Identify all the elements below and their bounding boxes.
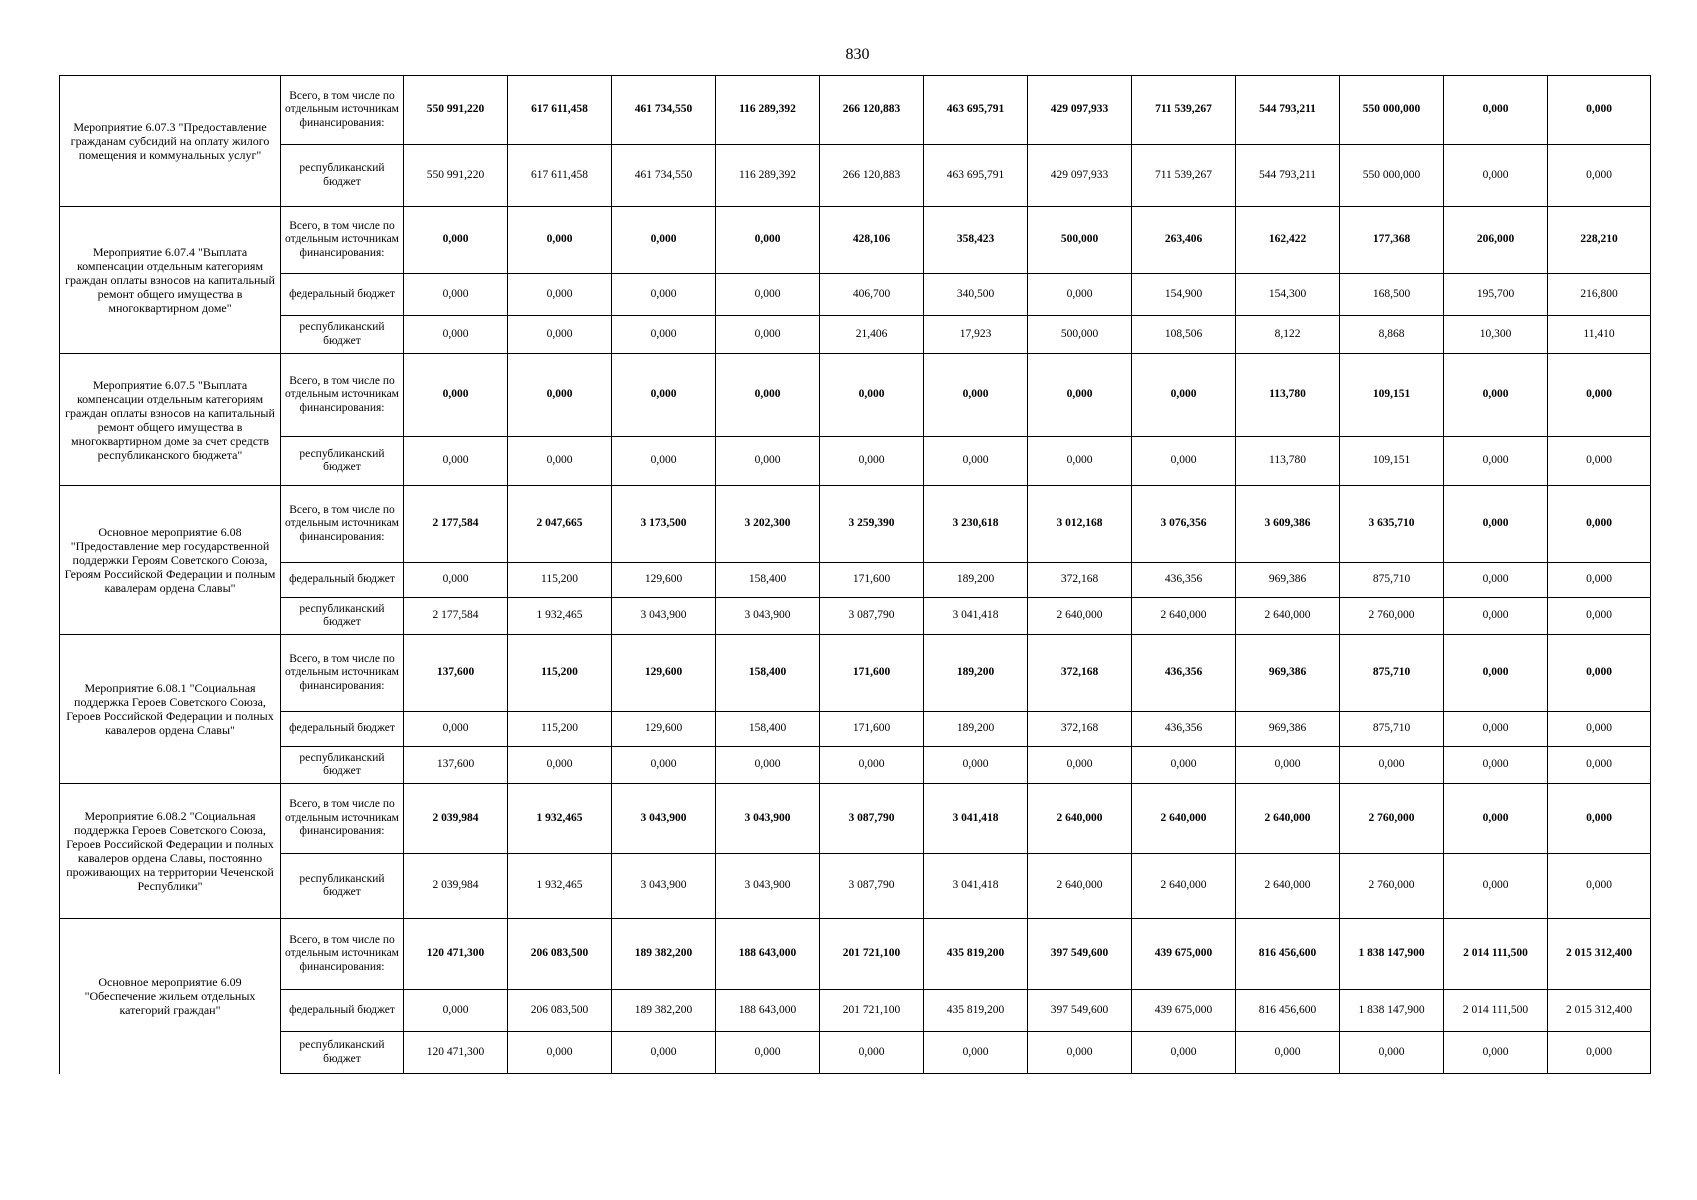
value-cell: 0,000 <box>612 274 716 316</box>
value-cell: 0,000 <box>1444 854 1548 919</box>
value-cell: 3 173,500 <box>612 486 716 563</box>
value-cell: 189 382,200 <box>612 919 716 990</box>
value-cell: 0,000 <box>1132 747 1236 784</box>
value-cell: 875,710 <box>1340 563 1444 598</box>
value-cell: 463 695,791 <box>924 145 1028 207</box>
value-cell: 116 289,392 <box>716 76 820 145</box>
value-cell: 3 635,710 <box>1340 486 1444 563</box>
value-cell: 3 043,900 <box>612 784 716 854</box>
value-cell: 21,406 <box>820 316 924 354</box>
value-cell: 1 932,465 <box>508 784 612 854</box>
value-cell: 206,000 <box>1444 207 1548 274</box>
value-cell: 0,000 <box>508 747 612 784</box>
value-cell: 115,200 <box>508 635 612 712</box>
value-cell: 189,200 <box>924 635 1028 712</box>
value-cell: 0,000 <box>508 274 612 316</box>
value-cell: 3 043,900 <box>612 854 716 919</box>
value-cell: 550 000,000 <box>1340 76 1444 145</box>
funding-source-cell: республиканский бюджет <box>281 437 404 486</box>
value-cell: 201 721,100 <box>820 919 924 990</box>
activity-name-cell: Основное мероприятие 6.09 "Обеспечение жильем отдельных категорий граждан" <box>60 919 281 1074</box>
value-cell: 0,000 <box>716 354 820 437</box>
table-row <box>60 316 1651 354</box>
value-cell: 8,868 <box>1340 316 1444 354</box>
table-row <box>60 437 1651 486</box>
value-cell: 372,168 <box>1028 712 1132 747</box>
value-cell: 116 289,392 <box>716 145 820 207</box>
value-cell: 0,000 <box>1548 747 1651 784</box>
value-cell: 177,368 <box>1340 207 1444 274</box>
value-cell: 115,200 <box>508 563 612 598</box>
funding-source-cell: Всего, в том числе по отдельным источникам финансирования: <box>281 635 404 712</box>
value-cell: 0,000 <box>1444 437 1548 486</box>
value-cell: 2 640,000 <box>1236 598 1340 635</box>
value-cell: 0,000 <box>1028 747 1132 784</box>
value-cell: 0,000 <box>1132 354 1236 437</box>
value-cell: 550 000,000 <box>1340 145 1444 207</box>
value-cell: 0,000 <box>1548 598 1651 635</box>
value-cell: 8,122 <box>1236 316 1340 354</box>
value-cell: 816 456,600 <box>1236 919 1340 990</box>
value-cell: 0,000 <box>1444 598 1548 635</box>
value-cell: 0,000 <box>508 316 612 354</box>
value-cell: 0,000 <box>1548 354 1651 437</box>
table-row <box>60 635 1651 712</box>
funding-source-cell: федеральный бюджет <box>281 990 404 1032</box>
value-cell: 0,000 <box>1444 712 1548 747</box>
value-cell: 0,000 <box>924 354 1028 437</box>
value-cell: 875,710 <box>1340 635 1444 712</box>
value-cell: 171,600 <box>820 635 924 712</box>
table-row <box>60 747 1651 784</box>
value-cell: 113,780 <box>1236 354 1340 437</box>
value-cell: 550 991,220 <box>404 145 508 207</box>
value-cell: 0,000 <box>1132 1032 1236 1074</box>
table-body <box>60 76 1651 1074</box>
value-cell: 2 015 312,400 <box>1548 990 1651 1032</box>
value-cell: 0,000 <box>1028 1032 1132 1074</box>
activity-name-cell: Основное мероприятие 6.08 "Предоставление мер государственной поддержки Героям Советского Союза, Героям Российской Федерации и полным кавалерам ордена Славы" <box>60 486 281 635</box>
value-cell: 2 640,000 <box>1236 784 1340 854</box>
value-cell: 0,000 <box>1444 747 1548 784</box>
value-cell: 0,000 <box>1548 784 1651 854</box>
value-cell: 162,422 <box>1236 207 1340 274</box>
funding-source-cell: федеральный бюджет <box>281 563 404 598</box>
value-cell: 0,000 <box>404 316 508 354</box>
value-cell: 2 640,000 <box>1028 598 1132 635</box>
value-cell: 428,106 <box>820 207 924 274</box>
value-cell: 2 014 111,500 <box>1444 919 1548 990</box>
value-cell: 3 041,418 <box>924 854 1028 919</box>
value-cell: 0,000 <box>612 747 716 784</box>
value-cell: 3 259,390 <box>820 486 924 563</box>
value-cell: 439 675,000 <box>1132 919 1236 990</box>
value-cell: 436,356 <box>1132 635 1236 712</box>
value-cell: 168,500 <box>1340 274 1444 316</box>
value-cell: 188 643,000 <box>716 990 820 1032</box>
budget-table <box>59 75 1651 1074</box>
value-cell: 3 087,790 <box>820 854 924 919</box>
value-cell: 0,000 <box>1548 437 1651 486</box>
value-cell: 0,000 <box>612 316 716 354</box>
value-cell: 0,000 <box>716 437 820 486</box>
value-cell: 0,000 <box>1028 274 1132 316</box>
table-row <box>60 854 1651 919</box>
table-row <box>60 598 1651 635</box>
funding-source-cell: Всего, в том числе по отдельным источникам финансирования: <box>281 76 404 145</box>
value-cell: 439 675,000 <box>1132 990 1236 1032</box>
value-cell: 0,000 <box>924 1032 1028 1074</box>
value-cell: 0,000 <box>1028 354 1132 437</box>
value-cell: 3 043,900 <box>612 598 716 635</box>
value-cell: 0,000 <box>1548 486 1651 563</box>
value-cell: 397 549,600 <box>1028 990 1132 1032</box>
value-cell: 436,356 <box>1132 563 1236 598</box>
value-cell: 109,151 <box>1340 354 1444 437</box>
value-cell: 0,000 <box>716 747 820 784</box>
value-cell: 550 991,220 <box>404 76 508 145</box>
table-row <box>60 919 1651 990</box>
value-cell: 2 039,984 <box>404 854 508 919</box>
value-cell: 544 793,211 <box>1236 76 1340 145</box>
funding-source-cell: республиканский бюджет <box>281 598 404 635</box>
value-cell: 0,000 <box>1548 76 1651 145</box>
value-cell: 0,000 <box>1444 635 1548 712</box>
value-cell: 0,000 <box>1444 76 1548 145</box>
value-cell: 1 838 147,900 <box>1340 990 1444 1032</box>
value-cell: 0,000 <box>1236 747 1340 784</box>
value-cell: 189,200 <box>924 712 1028 747</box>
value-cell: 0,000 <box>820 354 924 437</box>
value-cell: 158,400 <box>716 563 820 598</box>
value-cell: 969,386 <box>1236 563 1340 598</box>
value-cell: 108,506 <box>1132 316 1236 354</box>
value-cell: 2 039,984 <box>404 784 508 854</box>
value-cell: 0,000 <box>716 274 820 316</box>
value-cell: 201 721,100 <box>820 990 924 1032</box>
value-cell: 969,386 <box>1236 635 1340 712</box>
value-cell: 17,923 <box>924 316 1028 354</box>
value-cell: 154,900 <box>1132 274 1236 316</box>
value-cell: 1 838 147,900 <box>1340 919 1444 990</box>
value-cell: 0,000 <box>820 747 924 784</box>
value-cell: 0,000 <box>1340 747 1444 784</box>
value-cell: 544 793,211 <box>1236 145 1340 207</box>
table-row <box>60 990 1651 1032</box>
value-cell: 189,200 <box>924 563 1028 598</box>
page-number: 830 <box>845 46 870 63</box>
value-cell: 3 041,418 <box>924 784 1028 854</box>
value-cell: 206 083,500 <box>508 919 612 990</box>
value-cell: 875,710 <box>1340 712 1444 747</box>
value-cell: 500,000 <box>1028 207 1132 274</box>
value-cell: 0,000 <box>716 1032 820 1074</box>
table-row <box>60 354 1651 437</box>
funding-source-cell: республиканский бюджет <box>281 747 404 784</box>
funding-source-cell: республиканский бюджет <box>281 854 404 919</box>
value-cell: 189 382,200 <box>612 990 716 1032</box>
value-cell: 0,000 <box>1444 486 1548 563</box>
value-cell: 129,600 <box>612 563 716 598</box>
value-cell: 2 760,000 <box>1340 854 1444 919</box>
value-cell: 10,300 <box>1444 316 1548 354</box>
value-cell: 711 539,267 <box>1132 145 1236 207</box>
value-cell: 109,151 <box>1340 437 1444 486</box>
value-cell: 461 734,550 <box>612 76 716 145</box>
table-row <box>60 784 1651 854</box>
value-cell: 435 819,200 <box>924 919 1028 990</box>
value-cell: 3 087,790 <box>820 784 924 854</box>
activity-name-cell: Мероприятие 6.07.3 "Предоставление гражданам субсидий на оплату жилого помещения и коммунальных услуг" <box>60 76 281 207</box>
value-cell: 435 819,200 <box>924 990 1028 1032</box>
value-cell: 2 014 111,500 <box>1444 990 1548 1032</box>
value-cell: 358,423 <box>924 207 1028 274</box>
value-cell: 0,000 <box>1548 1032 1651 1074</box>
value-cell: 0,000 <box>1548 635 1651 712</box>
funding-source-cell: федеральный бюджет <box>281 712 404 747</box>
value-cell: 0,000 <box>1340 1032 1444 1074</box>
table-row <box>60 712 1651 747</box>
value-cell: 0,000 <box>716 316 820 354</box>
value-cell: 429 097,933 <box>1028 145 1132 207</box>
value-cell: 0,000 <box>404 437 508 486</box>
value-cell: 0,000 <box>1236 1032 1340 1074</box>
value-cell: 500,000 <box>1028 316 1132 354</box>
value-cell: 0,000 <box>508 437 612 486</box>
value-cell: 0,000 <box>508 1032 612 1074</box>
value-cell: 0,000 <box>404 354 508 437</box>
value-cell: 2 640,000 <box>1132 598 1236 635</box>
value-cell: 0,000 <box>1444 354 1548 437</box>
funding-source-cell: Всего, в том числе по отдельным источникам финансирования: <box>281 919 404 990</box>
value-cell: 617 611,458 <box>508 76 612 145</box>
value-cell: 0,000 <box>924 437 1028 486</box>
table-row <box>60 145 1651 207</box>
value-cell: 113,780 <box>1236 437 1340 486</box>
value-cell: 195,700 <box>1444 274 1548 316</box>
value-cell: 372,168 <box>1028 563 1132 598</box>
activity-name-cell: Мероприятие 6.07.4 "Выплата компенсации отдельным категориям граждан оплаты взносов на капитальный ремонт общего имущества в многоквартирном доме" <box>60 207 281 354</box>
value-cell: 0,000 <box>508 354 612 437</box>
value-cell: 0,000 <box>404 207 508 274</box>
value-cell: 0,000 <box>612 207 716 274</box>
value-cell: 228,210 <box>1548 207 1651 274</box>
funding-source-cell: республиканский бюджет <box>281 316 404 354</box>
funding-source-cell: федеральный бюджет <box>281 274 404 316</box>
value-cell: 120 471,300 <box>404 919 508 990</box>
value-cell: 1 932,465 <box>508 598 612 635</box>
funding-source-cell: Всего, в том числе по отдельным источникам финансирования: <box>281 354 404 437</box>
value-cell: 158,400 <box>716 635 820 712</box>
value-cell: 188 643,000 <box>716 919 820 990</box>
value-cell: 2 640,000 <box>1028 854 1132 919</box>
value-cell: 115,200 <box>508 712 612 747</box>
value-cell: 461 734,550 <box>612 145 716 207</box>
value-cell: 436,356 <box>1132 712 1236 747</box>
table-row <box>60 274 1651 316</box>
value-cell: 2 640,000 <box>1236 854 1340 919</box>
value-cell: 137,600 <box>404 747 508 784</box>
value-cell: 171,600 <box>820 563 924 598</box>
value-cell: 2 015 312,400 <box>1548 919 1651 990</box>
value-cell: 263,406 <box>1132 207 1236 274</box>
value-cell: 0,000 <box>612 354 716 437</box>
value-cell: 0,000 <box>1444 563 1548 598</box>
value-cell: 0,000 <box>1548 145 1651 207</box>
funding-source-cell: Всего, в том числе по отдельным источникам финансирования: <box>281 784 404 854</box>
activity-name-cell: Мероприятие 6.07.5 "Выплата компенсации отдельным категориям граждан оплаты взносов на капитальный ремонт общего имущества в многоквартирном доме за счет средств республиканского бюджета" <box>60 354 281 486</box>
value-cell: 0,000 <box>820 437 924 486</box>
value-cell: 171,600 <box>820 712 924 747</box>
value-cell: 3 012,168 <box>1028 486 1132 563</box>
value-cell: 3 041,418 <box>924 598 1028 635</box>
value-cell: 0,000 <box>716 207 820 274</box>
value-cell: 0,000 <box>1444 145 1548 207</box>
value-cell: 0,000 <box>404 990 508 1032</box>
value-cell: 3 609,386 <box>1236 486 1340 563</box>
value-cell: 3 230,618 <box>924 486 1028 563</box>
table-row <box>60 76 1651 145</box>
value-cell: 0,000 <box>1028 437 1132 486</box>
value-cell: 3 076,356 <box>1132 486 1236 563</box>
value-cell: 2 640,000 <box>1132 854 1236 919</box>
activity-name-cell: Мероприятие 6.08.1 "Социальная поддержка Героев Советского Союза, Героев Российской Федерации и полных кавалеров ордена Славы" <box>60 635 281 784</box>
value-cell: 0,000 <box>1132 437 1236 486</box>
value-cell: 0,000 <box>1444 784 1548 854</box>
value-cell: 2 177,584 <box>404 598 508 635</box>
value-cell: 158,400 <box>716 712 820 747</box>
value-cell: 429 097,933 <box>1028 76 1132 145</box>
value-cell: 617 611,458 <box>508 145 612 207</box>
value-cell: 0,000 <box>1548 712 1651 747</box>
activity-name-cell: Мероприятие 6.08.2 "Социальная поддержка Героев Советского Союза, Героев Российской Федерации и полных кавалеров ордена Славы, постоянно проживающих на территории Чеченской Республики" <box>60 784 281 919</box>
funding-source-cell: республиканский бюджет <box>281 1032 404 1074</box>
value-cell: 2 760,000 <box>1340 598 1444 635</box>
value-cell: 2 640,000 <box>1132 784 1236 854</box>
value-cell: 1 932,465 <box>508 854 612 919</box>
funding-source-cell: Всего, в том числе по отдельным источникам финансирования: <box>281 207 404 274</box>
value-cell: 0,000 <box>612 437 716 486</box>
value-cell: 397 549,600 <box>1028 919 1132 990</box>
value-cell: 2 760,000 <box>1340 784 1444 854</box>
value-cell: 372,168 <box>1028 635 1132 712</box>
value-cell: 463 695,791 <box>924 76 1028 145</box>
value-cell: 406,700 <box>820 274 924 316</box>
value-cell: 340,500 <box>924 274 1028 316</box>
value-cell: 2 640,000 <box>1028 784 1132 854</box>
value-cell: 266 120,883 <box>820 145 924 207</box>
value-cell: 216,800 <box>1548 274 1651 316</box>
value-cell: 0,000 <box>404 712 508 747</box>
value-cell: 3 202,300 <box>716 486 820 563</box>
value-cell: 0,000 <box>1548 563 1651 598</box>
value-cell: 3 043,900 <box>716 784 820 854</box>
value-cell: 266 120,883 <box>820 76 924 145</box>
funding-source-cell: Всего, в том числе по отдельным источникам финансирования: <box>281 486 404 563</box>
value-cell: 137,600 <box>404 635 508 712</box>
value-cell: 206 083,500 <box>508 990 612 1032</box>
table-row <box>60 486 1651 563</box>
value-cell: 2 047,665 <box>508 486 612 563</box>
value-cell: 3 043,900 <box>716 598 820 635</box>
value-cell: 0,000 <box>1548 854 1651 919</box>
table-row <box>60 1032 1651 1074</box>
value-cell: 0,000 <box>820 1032 924 1074</box>
value-cell: 120 471,300 <box>404 1032 508 1074</box>
funding-source-cell: республиканский бюджет <box>281 145 404 207</box>
table-row <box>60 207 1651 274</box>
value-cell: 0,000 <box>404 563 508 598</box>
value-cell: 154,300 <box>1236 274 1340 316</box>
table-row <box>60 563 1651 598</box>
value-cell: 816 456,600 <box>1236 990 1340 1032</box>
value-cell: 2 177,584 <box>404 486 508 563</box>
value-cell: 129,600 <box>612 712 716 747</box>
value-cell: 0,000 <box>404 274 508 316</box>
value-cell: 11,410 <box>1548 316 1651 354</box>
value-cell: 3 043,900 <box>716 854 820 919</box>
value-cell: 0,000 <box>612 1032 716 1074</box>
value-cell: 3 087,790 <box>820 598 924 635</box>
value-cell: 0,000 <box>924 747 1028 784</box>
value-cell: 0,000 <box>1444 1032 1548 1074</box>
value-cell: 129,600 <box>612 635 716 712</box>
value-cell: 711 539,267 <box>1132 76 1236 145</box>
value-cell: 0,000 <box>508 207 612 274</box>
value-cell: 969,386 <box>1236 712 1340 747</box>
